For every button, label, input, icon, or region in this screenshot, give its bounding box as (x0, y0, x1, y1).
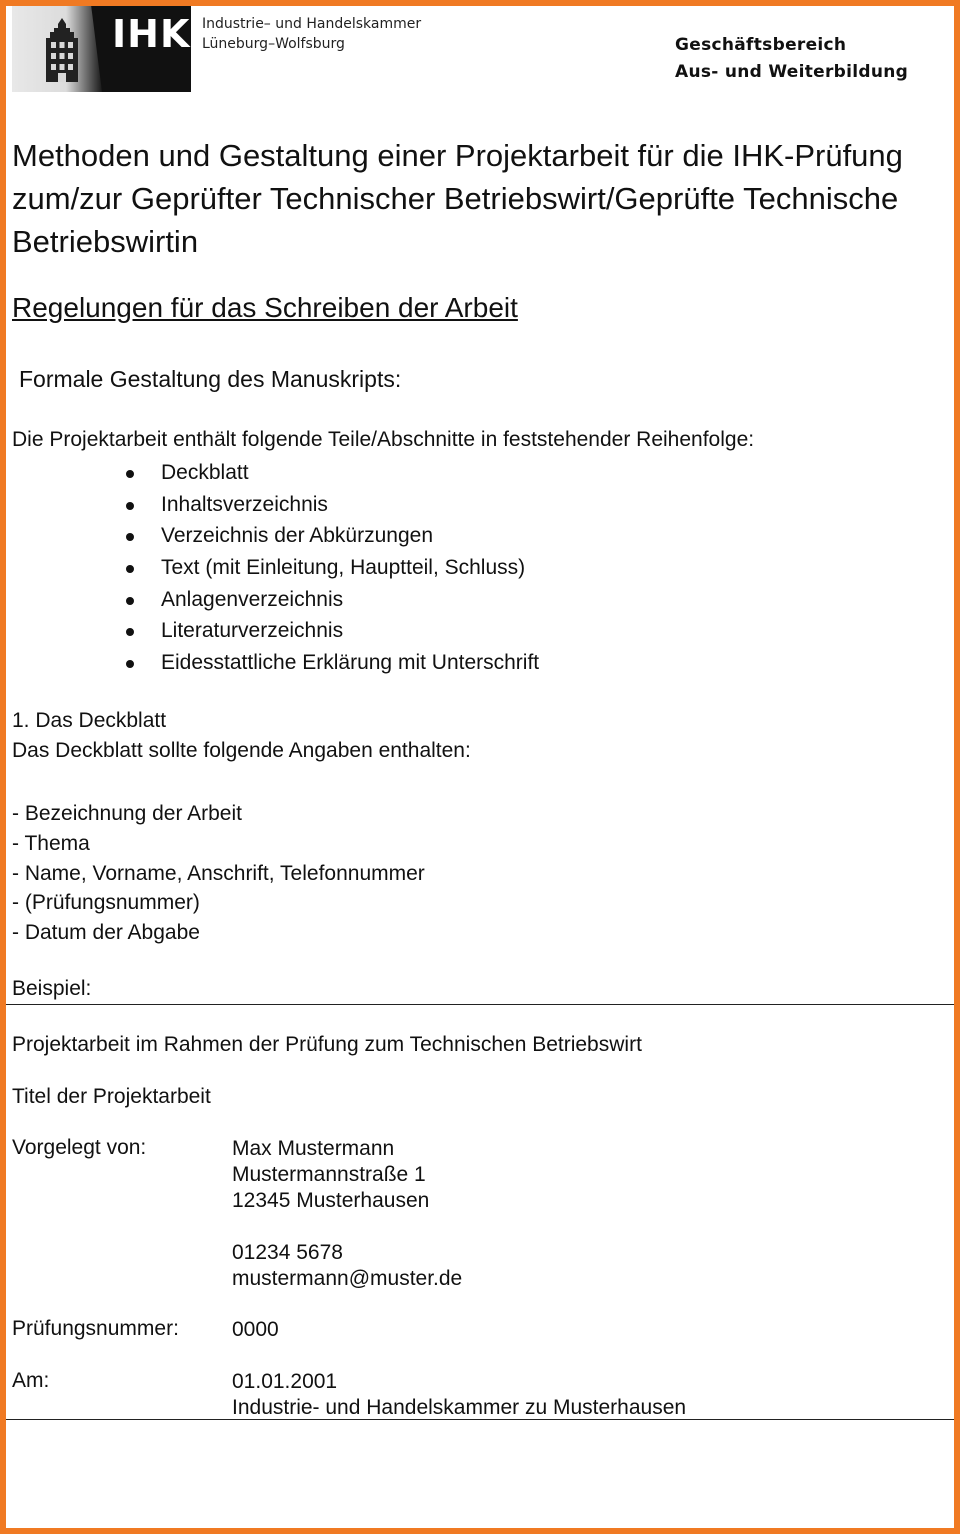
deckblatt-intro: Das Deckblatt sollte folgende Angaben enthalten: (12, 739, 471, 762)
date-block (232, 1369, 686, 1421)
list-item: - Name, Vorname, Anschrift, Telefonnummer (12, 861, 425, 885)
deckblatt-list (12, 799, 425, 948)
list-item: - Thema (12, 831, 90, 855)
building-icon (42, 18, 82, 82)
parts-list (124, 457, 539, 679)
list-item: - Bezeichnung der Arbeit (12, 802, 242, 825)
submitter-name: Max Mustermann (232, 1137, 395, 1160)
chamber-value: Industrie- und Handelskammer zu Musterhausen (232, 1396, 687, 1419)
division-line-1: Geschäftsbereich (675, 35, 847, 55)
submitter-phone: 01234 5678 (232, 1241, 343, 1264)
document-page (6, 6, 954, 1528)
example-label: Beispiel: (12, 977, 92, 1000)
list-item: Text (mit Einleitung, Hauptteil, Schluss) (124, 552, 539, 584)
submitter-address (232, 1136, 429, 1214)
submitted-by-label: Vorgelegt von: (12, 1136, 147, 1159)
example-title: Titel der Projektarbeit (12, 1085, 211, 1108)
logo-wordmark: IHK (112, 12, 191, 56)
list-item: Literaturverzeichnis (124, 615, 539, 647)
exam-number-value: 0000 (232, 1318, 279, 1341)
parts-intro: Die Projektarbeit enthält folgende Teile/Abschnitte in feststehender Reihenfolge: (12, 428, 755, 451)
deckblatt-heading: 1. Das Deckblatt (12, 709, 167, 732)
division-line-2: Aus- und Weiterbildung (675, 62, 909, 82)
chamber-line-2: Lüneburg–Wolfsburg (202, 36, 345, 52)
list-item: - (Prüfungsnummer) (12, 891, 200, 915)
section-heading: Formale Gestaltung des Manuskripts: (19, 366, 402, 392)
submitter-city: 12345 Musterhausen (232, 1189, 430, 1212)
date-value: 01.01.2001 (232, 1370, 338, 1393)
list-item: Deckblatt (124, 457, 539, 489)
example-top-rule (6, 1004, 954, 1005)
ihk-logo (12, 6, 191, 92)
division-name (675, 32, 908, 86)
list-item: Eidesstattliche Erklärung mit Unterschrift (124, 647, 539, 679)
submitter-contact (232, 1240, 462, 1292)
chamber-line-1: Industrie– und Handelskammer (202, 16, 422, 32)
document-title: Methoden und Gestaltung einer Projektarbeit für die IHK-Prüfung zum/zur Geprüfter Technischer Betriebswirt/Geprüfte Technische Betriebswirtin (12, 138, 903, 259)
list-item: Anlagenverzeichnis (124, 584, 539, 616)
submitter-street: Mustermannstraße 1 (232, 1163, 426, 1186)
list-item: - Datum der Abgabe (12, 921, 200, 945)
document-subtitle: Regelungen für das Schreiben der Arbeit (12, 292, 518, 323)
list-item: Inhaltsverzeichnis (124, 489, 539, 521)
date-label: Am: (12, 1369, 50, 1392)
example-line-1: Projektarbeit im Rahmen der Prüfung zum Technischen Betriebswirt (12, 1033, 642, 1056)
submitter-email: mustermann@muster.de (232, 1267, 463, 1290)
list-item: Verzeichnis der Abkürzungen (124, 520, 539, 552)
example-bottom-rule (6, 1419, 954, 1420)
exam-number-label: Prüfungsnummer: (12, 1317, 179, 1340)
chamber-name (202, 14, 421, 54)
